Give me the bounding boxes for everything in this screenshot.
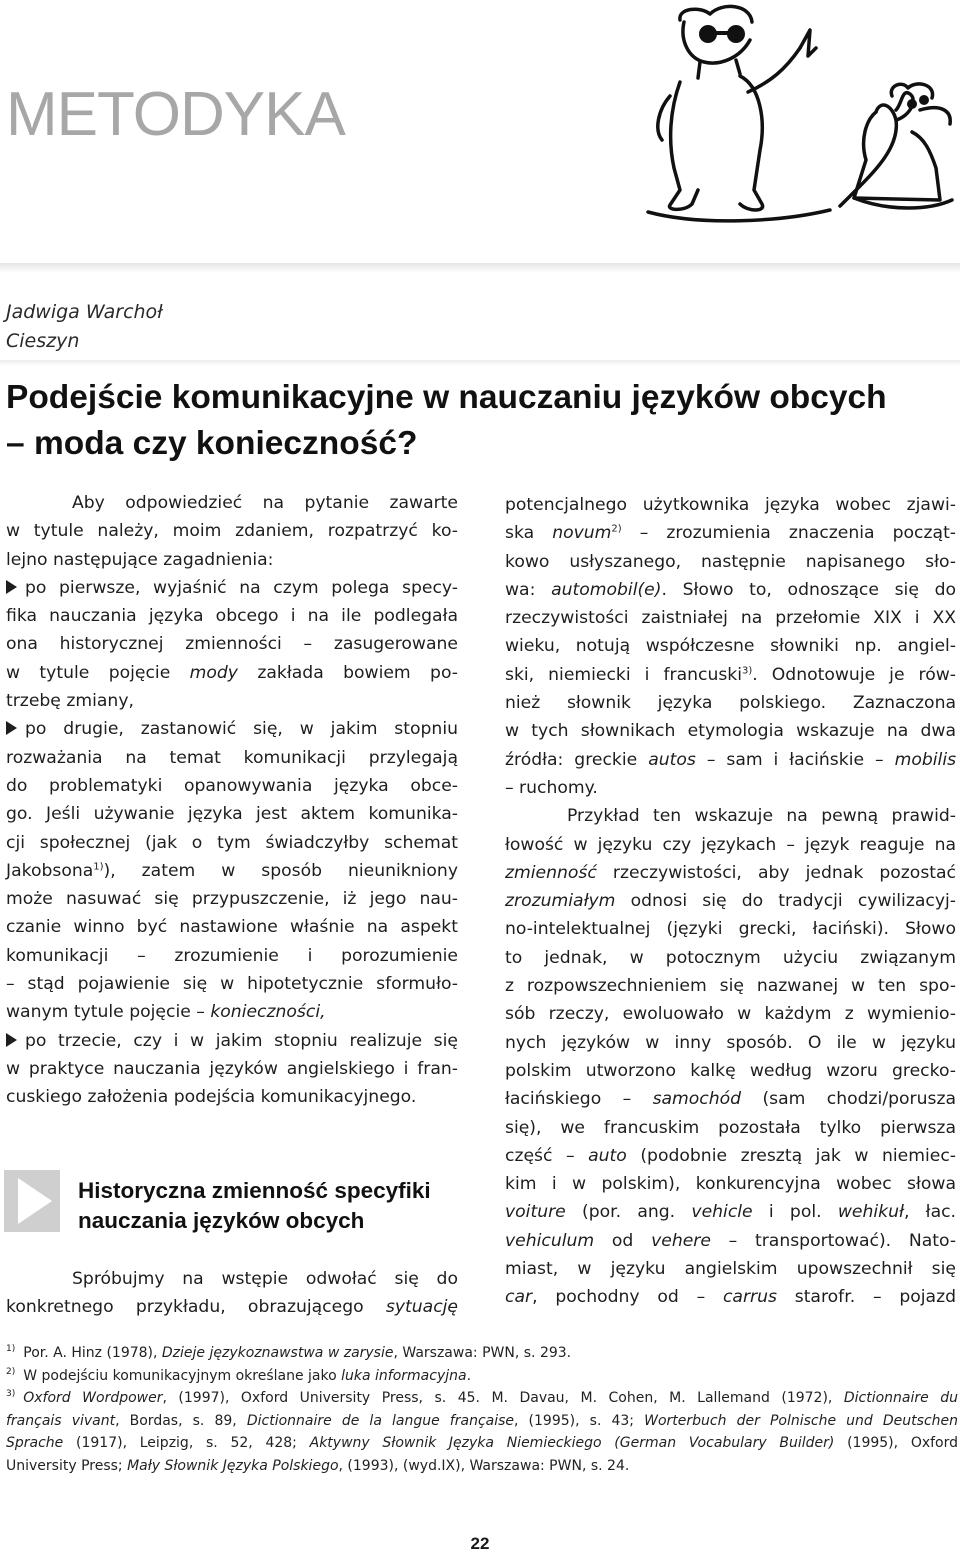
text-line: Przykład ten wskazuje na pewną prawid-	[567, 806, 956, 827]
footnote-1	[6, 1342, 958, 1365]
text-fragment: , łac.	[903, 1202, 957, 1223]
bullet-item	[6, 715, 458, 743]
text-fragment: , pochodny od –	[532, 1287, 706, 1308]
text-fragment: , (1997), Oxford University Press, s. 45. M. Davau, M. Cohen, M. Lallemand (1972),	[162, 1390, 833, 1406]
text-fragment: wanym tytule pojęcie –	[6, 1002, 205, 1023]
title-line: – moda czy konieczność?	[6, 425, 418, 462]
text-fragment: rzeczywistości, aby jednak pozostać	[612, 862, 956, 883]
text-line	[505, 576, 956, 604]
text-fragment: (1917), Leipzig, s. 52, 428;	[76, 1435, 297, 1451]
text-line: rozważania na temat komunikacji przylegają	[6, 747, 458, 768]
text-fragment-italic: Sprache	[6, 1435, 64, 1451]
text-line	[505, 859, 956, 887]
text-line: sób rzeczy, ewoluowało w każdym z wymienio-	[505, 1004, 956, 1025]
text-fragment-italic: konieczności,	[210, 1002, 326, 1023]
text-line	[505, 1283, 956, 1311]
text-fragment: po drugie, zastanowić się, w jakim stopniu	[25, 719, 458, 740]
text-fragment-italic: Mały Słownik Języka Polskiego	[127, 1457, 339, 1474]
text-fragment: (1995), Oxford	[847, 1435, 959, 1451]
footnote-3	[6, 1387, 958, 1410]
bullet-triangle-icon	[6, 721, 17, 735]
cartoon-illustration	[640, 0, 960, 225]
text-fragment-italic: samochód	[652, 1089, 742, 1110]
text-fragment: Por. A. Hinz (1978),	[23, 1345, 158, 1361]
text-fragment-italic: mody	[189, 662, 238, 683]
author-affiliation: Cieszyn	[6, 330, 80, 352]
text-fragment: zakłada bowiem po-	[257, 662, 458, 683]
text-fragment: (por. ang.	[582, 1202, 676, 1223]
bullet-item	[6, 574, 458, 602]
title-divider	[0, 360, 960, 366]
bullet-triangle-icon	[6, 1033, 17, 1047]
text-fragment: ski, niemiecki i francuski	[505, 664, 743, 685]
text-fragment: Jakobsona	[6, 860, 94, 881]
text-line: rzeczywistości zaistniałej na przełomie XIX i XX	[505, 608, 956, 629]
text-fragment: . Odnotowuje je rów-	[752, 664, 956, 685]
heading-line: Historyczna zmienność specyfiki	[78, 1178, 431, 1203]
text-line: do problematyki opanowywania języka obce-	[6, 775, 458, 796]
text-fragment: (sam chodzi/porusza	[762, 1089, 957, 1110]
text-line: no-intelektualnej (języki grecki, łaciński). Słowo	[505, 919, 956, 940]
text-fragment-italic: luka informacyjna	[341, 1367, 467, 1384]
text-line: potencjalnego użytkownika języka wobec zjawi-	[505, 495, 956, 515]
text-fragment-italic: Dzieje językoznawstwa w zarysie	[161, 1345, 394, 1361]
text-fragment-italic: sytuację	[385, 1297, 458, 1318]
text-fragment: łacińskiego –	[505, 1089, 632, 1110]
text-fragment-italic: vehiculum	[505, 1230, 595, 1251]
text-line: cji społecznej (jak o tym świadczyłby schemat	[6, 832, 458, 853]
text-fragment-italic: Dictionnaire de la langue française	[246, 1412, 515, 1429]
text-fragment-italic: Oxford Wordpower	[23, 1390, 163, 1406]
text-line	[505, 1227, 956, 1255]
text-line: kowo usłyszanego, następnie napisanego sło-	[505, 551, 956, 572]
play-triangle-icon	[4, 1170, 60, 1232]
footnote-3-cont	[6, 1432, 958, 1455]
section-heading	[78, 1176, 458, 1236]
text-line	[6, 998, 458, 1026]
text-fragment-italic: carrus	[722, 1287, 777, 1308]
text-line	[505, 887, 956, 915]
text-fragment-italic: car	[505, 1287, 533, 1308]
text-fragment: wa:	[505, 579, 536, 600]
text-fragment: – transportować). Nato-	[728, 1230, 957, 1251]
footnote-3-cont	[6, 1455, 958, 1478]
left-column	[6, 489, 458, 1112]
text-fragment: University Press;	[6, 1457, 123, 1474]
text-line	[505, 519, 956, 547]
text-fragment: odnosi się do tradycji cywilizacyj-	[630, 891, 956, 912]
text-fragment-italic: Worterbuch der Polnische und Deutschen	[644, 1412, 959, 1429]
text-fragment-italic: zmienność	[505, 862, 597, 883]
text-line: w praktyce nauczania języków angielskiego i fran-	[6, 1058, 458, 1079]
text-fragment-italic: français vivant	[6, 1412, 116, 1429]
article-title	[6, 375, 956, 467]
text-fragment: w tytule pojęcie	[6, 662, 171, 683]
text-line: w tytule należy, moim zdaniem, rozpatrzyć ko-	[6, 521, 458, 542]
footnote-ref: 1)	[93, 861, 104, 873]
text-line: Aby odpowiedzieć na pytanie zawarte	[72, 493, 458, 513]
text-line: to jednak, w potocznym użyciu związanym	[505, 947, 956, 968]
text-line: Spróbujmy na wstępie odwołać się do	[72, 1269, 458, 1289]
text-line: nych języków w inny sposób. O ile w języku	[505, 1032, 956, 1053]
section-label: METODYKA	[6, 80, 345, 149]
section-paragraph	[6, 1265, 458, 1322]
text-line: komunikacji – zrozumienie i porozumienie	[6, 945, 458, 966]
text-fragment-italic: wehikuł	[837, 1202, 904, 1223]
text-fragment: .	[466, 1367, 472, 1384]
text-fragment-italic: novum	[552, 523, 612, 544]
text-fragment: od	[611, 1230, 634, 1251]
author-name: Jadwiga Warchoł	[6, 301, 163, 323]
author-block	[6, 298, 163, 356]
text-fragment-italic: zrozumiałym	[505, 891, 616, 912]
heading-line: nauczania języków obcych	[78, 1208, 365, 1233]
footnote-3-cont	[6, 1410, 958, 1433]
right-column	[505, 491, 956, 1312]
text-line: ona historycznej zmienności – zasugerowane	[6, 634, 458, 655]
text-line	[505, 1085, 956, 1113]
bullet-item	[6, 1027, 458, 1055]
text-line: – ruchomy.	[505, 777, 598, 798]
text-line	[505, 1198, 956, 1226]
text-line: się), we francuskim pozostała tylko pierwsza	[505, 1117, 956, 1138]
text-fragment: – zrozumienia znaczenia począt-	[639, 523, 957, 544]
title-line: Podejście komunikacyjne w nauczaniu języków obcych	[6, 379, 887, 416]
text-fragment: starofr. – pojazd	[794, 1287, 956, 1308]
footnote-number: 1)	[6, 1344, 16, 1355]
text-line: czanie winno być nastawione właśnie na aspekt	[6, 917, 458, 938]
text-fragment: po trzecie, czy i w jakim stopniu realizuje się	[25, 1030, 458, 1051]
footnote-2	[6, 1365, 958, 1388]
footnote-number: 2)	[6, 1366, 16, 1377]
text-fragment: , (1995), s. 43;	[514, 1412, 635, 1429]
text-line	[6, 857, 458, 885]
text-line: trzebę zmiany,	[6, 691, 134, 712]
text-line: w tych słownikach etymologia wskazuje na dwa	[505, 721, 956, 742]
text-fragment-italic: vehere	[651, 1230, 711, 1251]
footnote-ref: 3)	[742, 665, 753, 677]
text-line	[505, 746, 956, 774]
text-fragment: ska	[505, 523, 535, 544]
text-line	[505, 1142, 956, 1170]
footnotes	[6, 1342, 958, 1477]
text-fragment-italic: mobilis	[894, 749, 957, 770]
text-fragment: i pol.	[768, 1202, 822, 1223]
text-fragment-italic: vehicle	[691, 1202, 753, 1223]
text-line	[6, 1293, 458, 1321]
text-fragment: ), zatem w sposób nieunikniony	[103, 860, 458, 881]
text-fragment: (podobnie zresztą jak w niemiec-	[640, 1145, 956, 1166]
text-line: wieku, notują współczesne słowniki np. angiel-	[505, 636, 956, 657]
text-line: polskim utworzono kalkę według wzoru grecko-	[505, 1060, 956, 1081]
text-line: może nasuwać się przypuszczenie, iż jego nau-	[6, 889, 458, 910]
text-line: łowość w języku czy językach – język reaguje na	[505, 834, 956, 855]
text-fragment: po pierwsze, wyjaśnić na czym polega specy-	[25, 577, 458, 598]
text-fragment: część –	[505, 1145, 575, 1166]
text-line: nież słownik języka polskiego. Zaznaczona	[505, 693, 956, 714]
text-line: – stąd pojawienie się w hipotetycznie sformuło-	[6, 974, 458, 995]
footnote-ref: 2)	[611, 523, 622, 535]
text-fragment: W podejściu komunikacyjnym określane jako	[23, 1367, 337, 1384]
text-line: z rozpowszechnieniem się nazwanej w ten spo-	[505, 976, 956, 997]
text-line: go. Jeśli używanie języka jest aktem komunika-	[6, 804, 458, 825]
footnote-number: 3)	[6, 1389, 16, 1400]
text-fragment: . Słowo to, odnoszące się do	[661, 579, 957, 600]
text-fragment-italic: Aktywny Słownik Języka Niemieckiego (German Vocabulary Builder)	[309, 1435, 835, 1451]
text-fragment-italic: voiture	[505, 1202, 566, 1223]
text-fragment-italic: auto	[588, 1145, 627, 1166]
text-fragment: , Warszawa: PWN, s. 293.	[393, 1345, 572, 1361]
text-fragment: źródła: greckie	[505, 749, 638, 770]
text-line: lejno następujące zagadnienia:	[6, 549, 274, 570]
page-number: 22	[470, 1534, 490, 1553]
text-line: fika nauczania języka obcego i na ile podlegała	[6, 606, 458, 627]
text-line	[6, 659, 458, 687]
text-fragment: , Bordas, s. 89,	[115, 1412, 237, 1429]
text-fragment-italic: automobil(e)	[551, 579, 662, 600]
text-line: cuskiego założenia podejścia komunikacyjnego.	[6, 1087, 417, 1108]
header-divider	[0, 263, 960, 273]
text-fragment-italic: autos	[648, 749, 696, 770]
text-fragment: konkretnego przykładu, obrazującego	[6, 1297, 364, 1318]
text-line	[505, 661, 956, 689]
text-fragment-italic: Dictionnaire du	[843, 1390, 958, 1406]
text-line: kim i w polskim), konkurencyjna wobec słowa	[505, 1174, 956, 1195]
text-line: miast, w języku angielskim upowszechnił się	[505, 1259, 956, 1280]
bullet-triangle-icon	[6, 580, 17, 594]
text-fragment: – sam i łacińskie –	[706, 749, 884, 770]
text-fragment: , (1993), (wyd.IX), Warszawa: PWN, s. 24.	[338, 1457, 630, 1474]
